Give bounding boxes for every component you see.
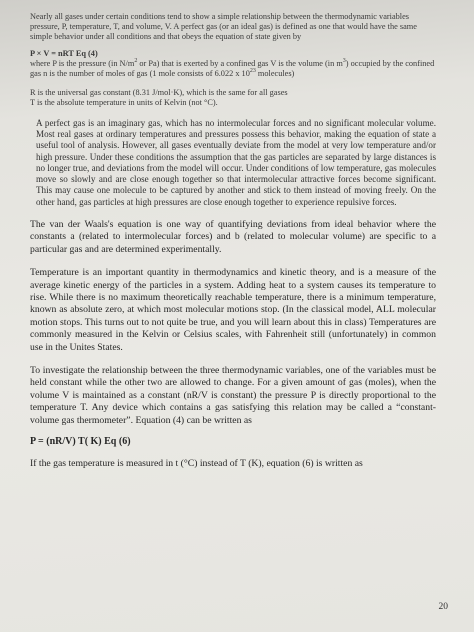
eq4-where-part-4: molecules) xyxy=(255,69,295,79)
equation-4-definitions xyxy=(30,59,436,79)
investigate-paragraph: To investigate the relationship between the three thermodynamic variables, one of the variables must be held constant while the other two are allowed to change. For a given amount of gas (moles), when the volume V is maintained as a constant (nR/V is constant) the pressure P is directly proportional to the temperature T. Any device which contains a gas satisfying this relation may be called a “constant-volume gas thermometer”. Equation (4) can be written as xyxy=(30,365,436,426)
equation-6: P = (nR/V) T( K) Eq (6) xyxy=(30,436,131,448)
van-der-waals-paragraph: The van der Waals's equation is one way of quantifying deviations from ideal behavior where the constants a (related to intermolecular forces) and b (related to molecular volume) are specific to a particular gas and are determined experimentally. xyxy=(30,219,436,255)
eq4-where-sup-3: 23 xyxy=(249,68,256,75)
temperature-paragraph: Temperature is an important quantity in thermodynamics and kinetic theory, and is a measure of the average kinetic energy of the particles in a system. Adding heat to a system causes its temperature to rise. While there is no maximum theoretically reachable temperature, there is a minimum temperature, known as absolute zero, at which most molecular motions stop. (In the classical model, ALL molecular motion stops. This turns out to not quite be true, and you will learn about this in class) Temperatures are commonly measured in the Kelvin or Celsius scales, with Fahrenheit still (unfortunately) in common use in the Unites States. xyxy=(30,267,436,353)
final-line: If the gas temperature is measured in t (°C) instead of T (K), equation (6) is written as xyxy=(30,457,363,469)
page-number: 20 xyxy=(438,602,448,612)
eq4-where-part-3: ) occupied by the confined gas n is the number of moles of gas (1 mole consists of 6.022 x 10 xyxy=(30,58,435,79)
temperature-line: T is the absolute temperature in units of Kelvin (not °C). xyxy=(30,98,218,108)
eq4-where-part-1: where P is the pressure (in N/m xyxy=(30,58,135,68)
gas-constant-line: R is the universal gas constant (8.31 J/mol·K), which is the same for all gases xyxy=(30,88,288,98)
eq4-where-sup-1: 2 xyxy=(134,58,138,65)
perfect-gas-paragraph: A perfect gas is an imaginary gas, which has no intermolecular forces and no significant molecular volume. Most real gases at ordinary temperatures and pressures possess this behavior, making the equation of state a useful tool of analysis. However, all gases eventually deviate from the model at very low temperature and/or high pressure. Under these conditions the assumption that the gas particles are separated by large distances is no longer true, and deviations from the model will occur. Under conditions of low temperature, gas molecules move so slowly and are close enough together so that intermolecular attractive forces become significant. This may cause one molecule to be captured by another and stick to them instead of moving freely. On the other hand, gas particles at high pressures are close enough together to experience repulsive forces. xyxy=(36,117,436,207)
eq4-where-part-2: or Pa) that is exerted by a confined gas V is the volume (in m xyxy=(137,58,343,68)
eq4-where-sup-2: 3 xyxy=(342,58,346,65)
intro-paragraph: Nearly all gases under certain conditions tend to show a simple relationship between the thermodynamic variables pressure, P, temperature, T, and volume, V. A perfect gas (or an ideal gas) is defined as one that would have the same simple behavior under all conditions and that obeys the equation of state given by xyxy=(30,12,417,42)
equation-4: P × V = nRT Eq (4) xyxy=(30,48,98,58)
